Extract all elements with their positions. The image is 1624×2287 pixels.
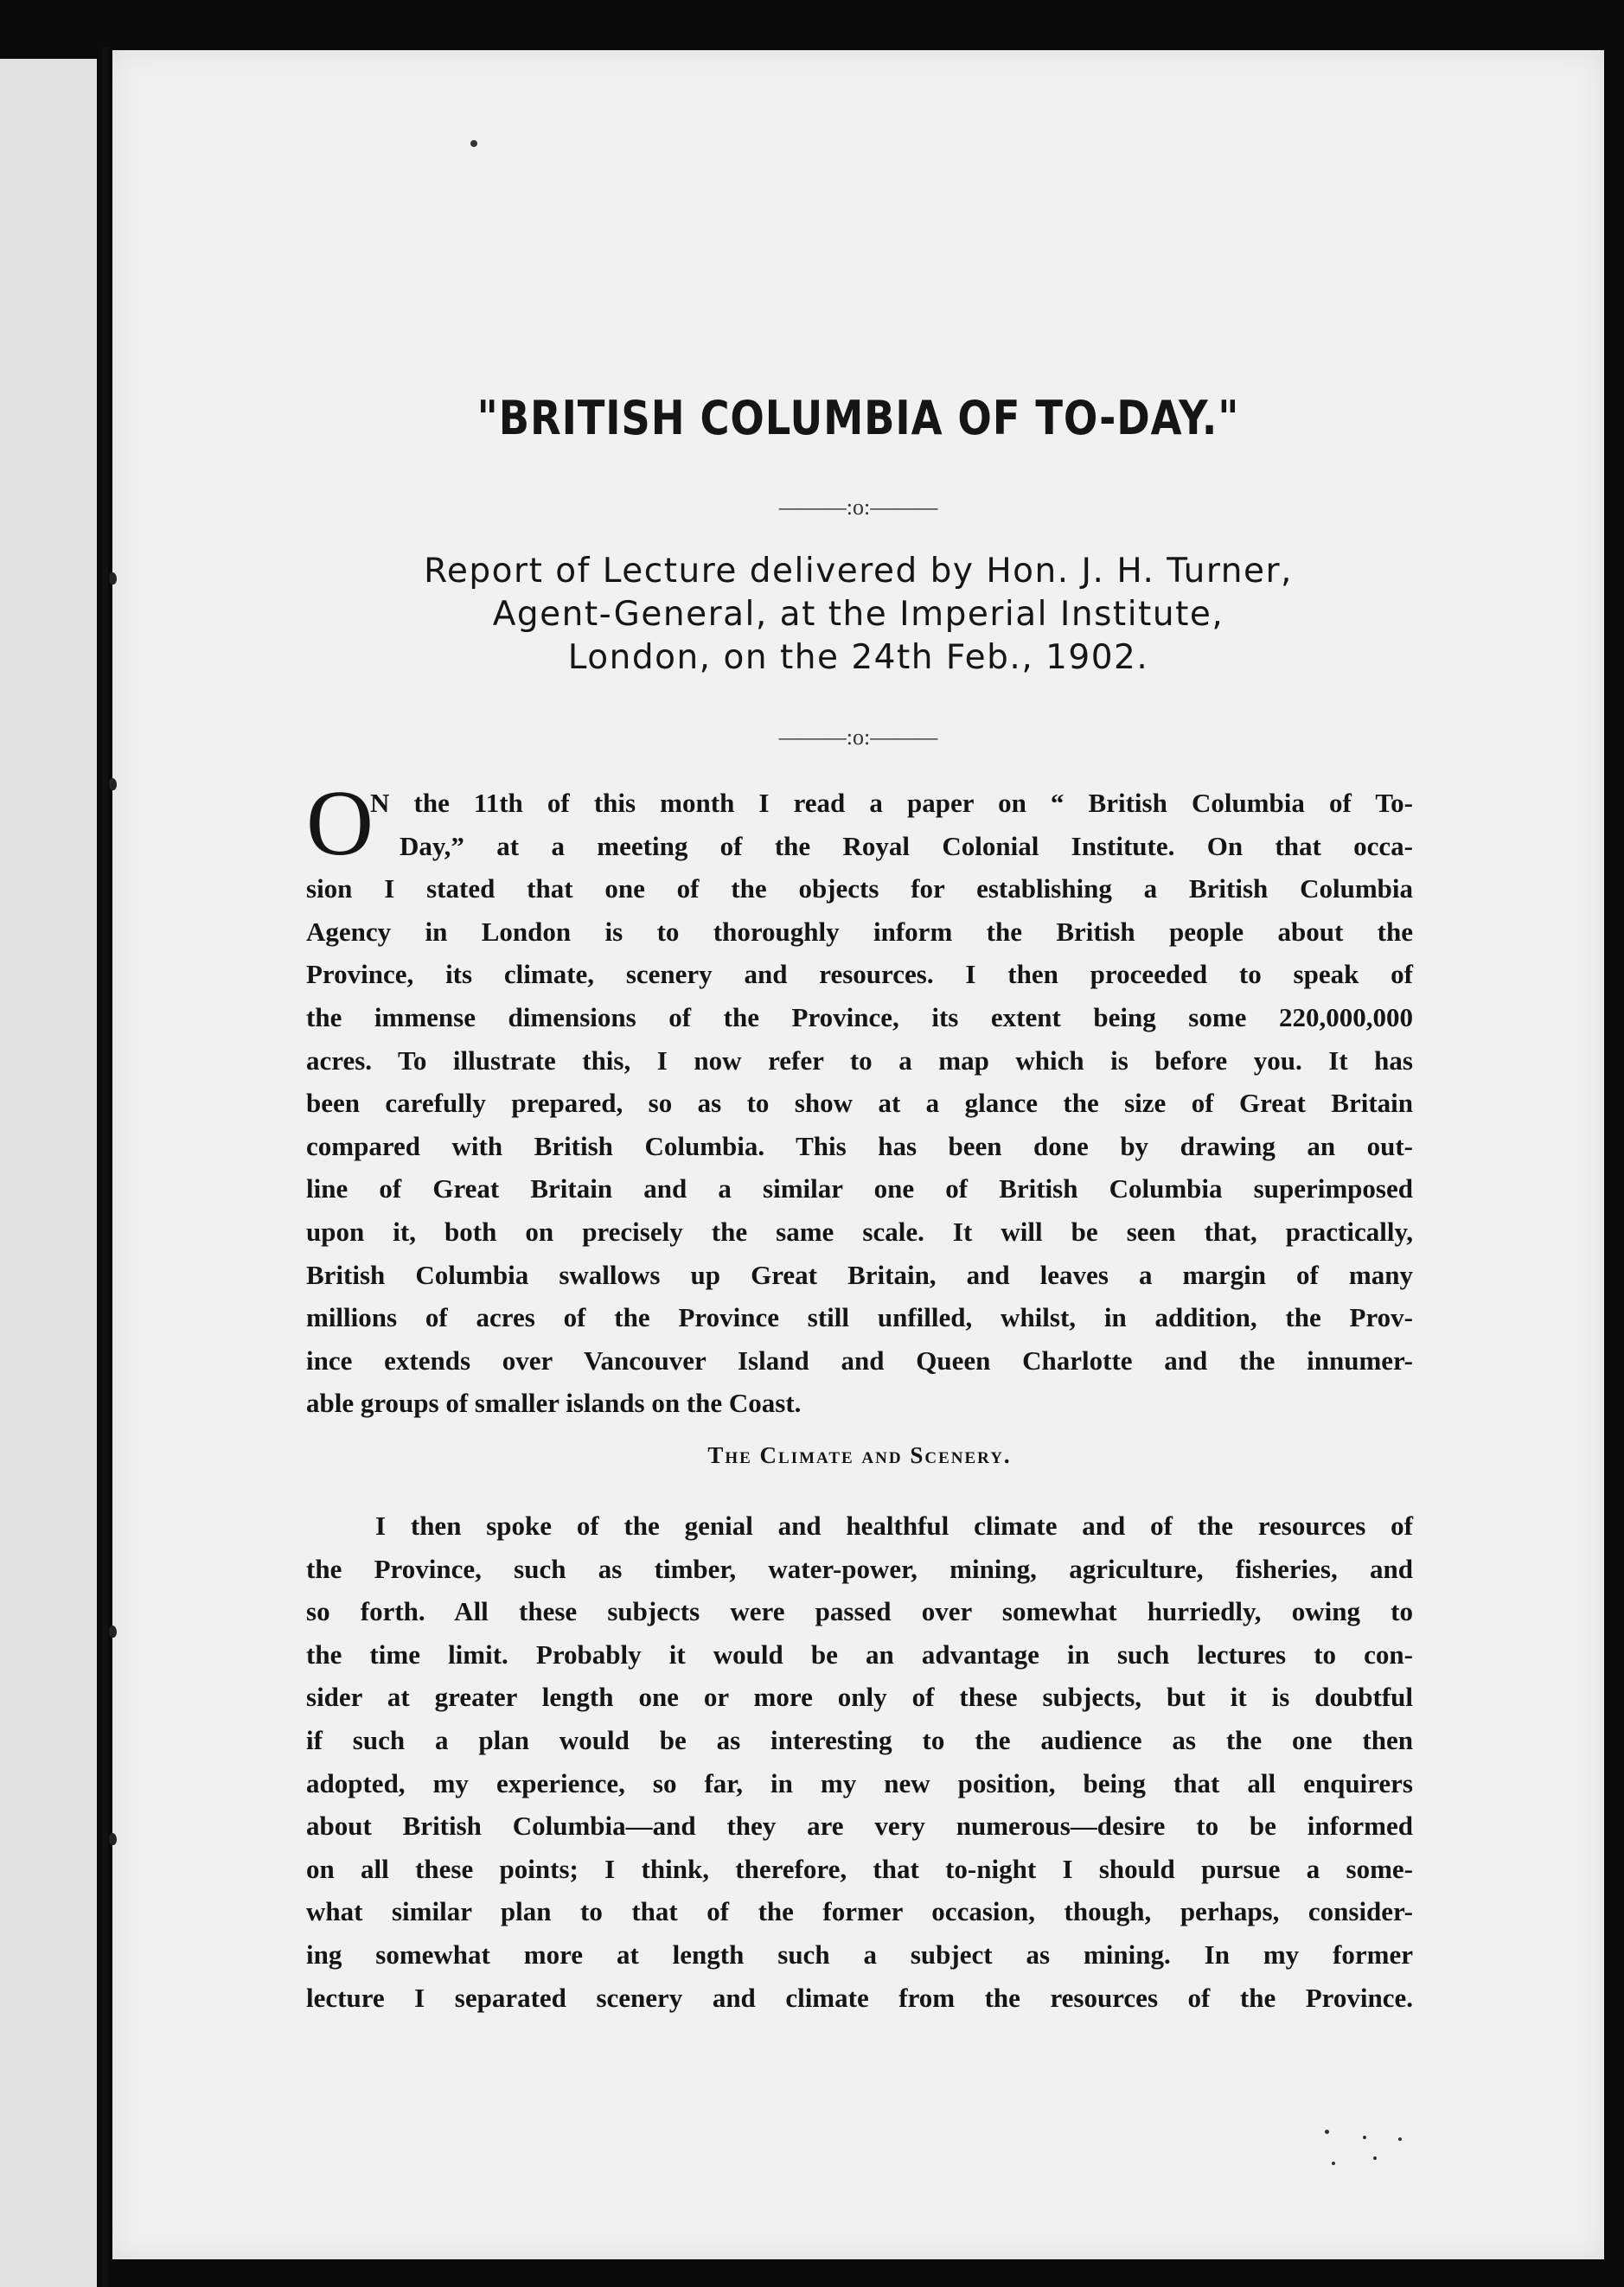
ink-speck [470,140,477,147]
text-line: Agency in London is to thoroughly inform the British people about the [306,916,1413,947]
text-line: able groups of smaller islands on the Coast. [306,1388,802,1419]
text-line: British Columbia swallows up Great Britain, and leaves a margin of many [306,1259,1413,1290]
text-line: millions of acres of the Province still unfilled, whilst, in addition, the Prov- [306,1302,1413,1333]
subtitle-line: London, on the 24th Feb., 1902. [567,638,1149,677]
text-line: acres. To illustrate this, I now refer to a map which is before you. It has [306,1044,1413,1076]
ink-speck [1398,2137,1402,2141]
text-line: adopted, my experience, so far, in my new position, being that all enquirers [306,1767,1413,1798]
text-line: Day,” at a meeting of the Royal Colonial Institute. On that occa- [400,830,1413,861]
text-line: what similar plan to that of the former occasion, though, perhaps, consider- [306,1896,1413,1927]
text-line: compared with British Columbia. This has been done by drawing an out- [306,1130,1413,1161]
paragraph-1 [306,772,1413,1425]
ink-speck [1325,2130,1329,2134]
margin-mark [109,778,117,790]
text-line: upon it, both on precisely the same scale. It will be seen that, practically, [306,1216,1413,1247]
binding-edge [102,48,108,2287]
text-line: so forth. All these subjects were passed over somewhat hurriedly, owing to [306,1596,1413,1627]
text-line: sider at greater length one or more only of these subjects, but it is doubtful [306,1682,1413,1713]
text-line: lecture I separated scenery and climate from the resources of the Province. [306,1982,1413,2013]
previous-page-edge [0,59,97,2287]
lecture-subtitle [112,550,1604,680]
subtitle-line: Report of Lecture delivered by Hon. J. H. Turner, [424,552,1293,591]
ink-speck [1332,2162,1335,2165]
text-line: been carefully prepared, so as to show at a glance the size of Great Britain [306,1088,1413,1119]
text-line: the time limit. Probably it would be an advantage in such lectures to con- [306,1639,1413,1670]
separator-ornament: ———:o:——— [778,495,938,520]
text-line: N the 11th of this month I read a paper on “ British Columbia of To- [370,788,1413,818]
drop-cap: O [306,772,374,875]
text-line: if such a plan would be as interesting to the audience as the one then [306,1724,1413,1755]
text-line: line of Great Britain and a similar one of British Columbia superimposed [306,1173,1413,1204]
margin-mark [109,1626,117,1638]
separator-ornament: ———:o:——— [778,725,938,750]
ink-speck [1363,2136,1366,2139]
text-line: sion I stated that one of the objects for establishing a British Columbia [306,873,1413,904]
text-line: I then spoke of the genial and healthful climate and of the resources of [375,1511,1413,1541]
section-heading: The Climate and Scenery. [707,1442,1012,1468]
text-line: on all these points; I think, therefore, that to-night I should pursue a some- [306,1853,1413,1884]
text-line: Province, its climate, scenery and resources. I then proceeded to speak of [306,959,1413,990]
ink-speck [1373,2156,1377,2160]
paragraph-2 [306,1504,1413,2019]
text-line: ing somewhat more at length such a subject as mining. In my former [306,1939,1413,1970]
text-line: the Province, such as timber, water-power, mining, agriculture, fisheries, and [306,1553,1413,1584]
text-line: about British Columbia—and they are very numerous—desire to be informed [306,1811,1413,1842]
text-line: ince extends over Vancouver Island and Queen Charlotte and the innumer- [306,1345,1413,1376]
margin-mark [109,1833,117,1845]
document-title: "BRITISH COLUMBIA OF TO-DAY." [476,391,1240,445]
text-line: the immense dimensions of the Province, its extent being some 220,000,000 [306,1001,1413,1032]
subtitle-line: Agent-General, at the Imperial Institute, [492,595,1224,634]
